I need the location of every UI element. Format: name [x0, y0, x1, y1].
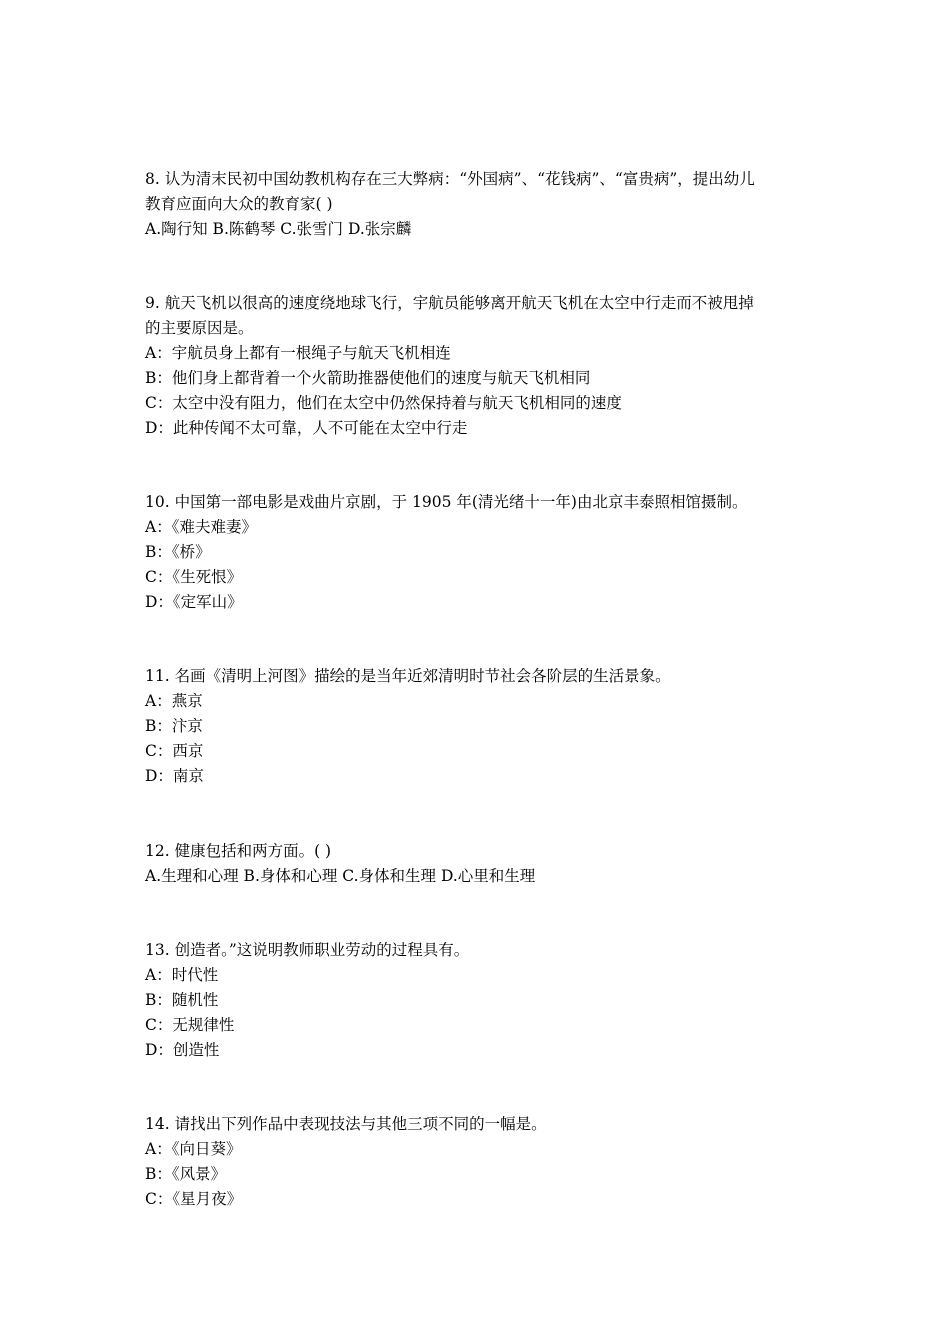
question-13-option-a: A：时代性: [145, 966, 219, 984]
question-12-options: A.生理和心理 B.身体和心理 C.身体和生理 D.心里和生理: [145, 867, 536, 885]
question-10-option-d: D：《定军山》: [145, 593, 243, 611]
question-9-option-a: A：宇航员身上都有一根绳子与航天飞机相连: [145, 344, 451, 362]
question-11-stem: 11. 名画《清明上河图》描绘的是当年近郊清明时节社会各阶层的生活景象。: [145, 667, 671, 685]
question-14-option-b: B：《风景》: [145, 1165, 227, 1183]
question-13-stem: 13. 创造者。”这说明教师职业劳动的过程具有。: [145, 941, 470, 959]
question-12-stem: 12. 健康包括和两方面。( ): [145, 842, 332, 860]
question-10-option-a: A：《难夫难妻》: [145, 518, 257, 536]
question-8-options: A.陶行知 B.陈鹤琴 C.张雪门 D.张宗麟: [145, 220, 412, 238]
question-9-stem-line-2: 的主要原因是。: [145, 319, 254, 337]
question-9-option-b: B：他们身上都背着一个火箭助推器使他们的速度与航天飞机相同: [145, 369, 591, 387]
question-11-option-b: B：汴京: [145, 717, 203, 735]
question-11-option-a: A：燕京: [145, 692, 203, 710]
question-10-stem: 10. 中国第一部电影是戏曲片京剧，于 1905 年(清光绪十一年)由北京丰泰照相馆摄制。: [145, 493, 748, 511]
question-8-stem-line-1: 8. 认为清末民初中国幼教机构存在三大弊病：“外国病”、“花钱病”、“富贵病”，提出幼儿: [145, 170, 755, 188]
question-14-option-a: A：《向日葵》: [145, 1140, 242, 1158]
question-10-option-b: B：《桥》: [145, 543, 211, 561]
question-9-stem-line-1: 9. 航天飞机以很高的速度绕地球飞行，宇航员能够离开航天飞机在太空中行走而不被甩掉: [145, 294, 754, 312]
question-11-option-c: C：西京: [145, 742, 204, 760]
question-10-option-c: C：《生死恨》: [145, 568, 243, 586]
question-13-option-d: D：创造性: [145, 1041, 220, 1059]
question-8-stem-line-2: 教育应面向大众的教育家( ): [145, 195, 333, 213]
question-13-option-b: B：随机性: [145, 991, 219, 1009]
question-9-option-c: C：太空中没有阻力，他们在太空中仍然保持着与航天飞机相同的速度: [145, 394, 622, 412]
question-13-option-c: C：无规律性: [145, 1016, 235, 1034]
question-14-option-c: C：《星月夜》: [145, 1190, 243, 1208]
question-14-stem: 14. 请找出下列作品中表现技法与其他三项不同的一幅是。: [145, 1115, 547, 1133]
question-9-option-d: D：此种传闻不太可靠，人不可能在太空中行走: [145, 419, 468, 437]
question-11-option-d: D：南京: [145, 767, 204, 785]
